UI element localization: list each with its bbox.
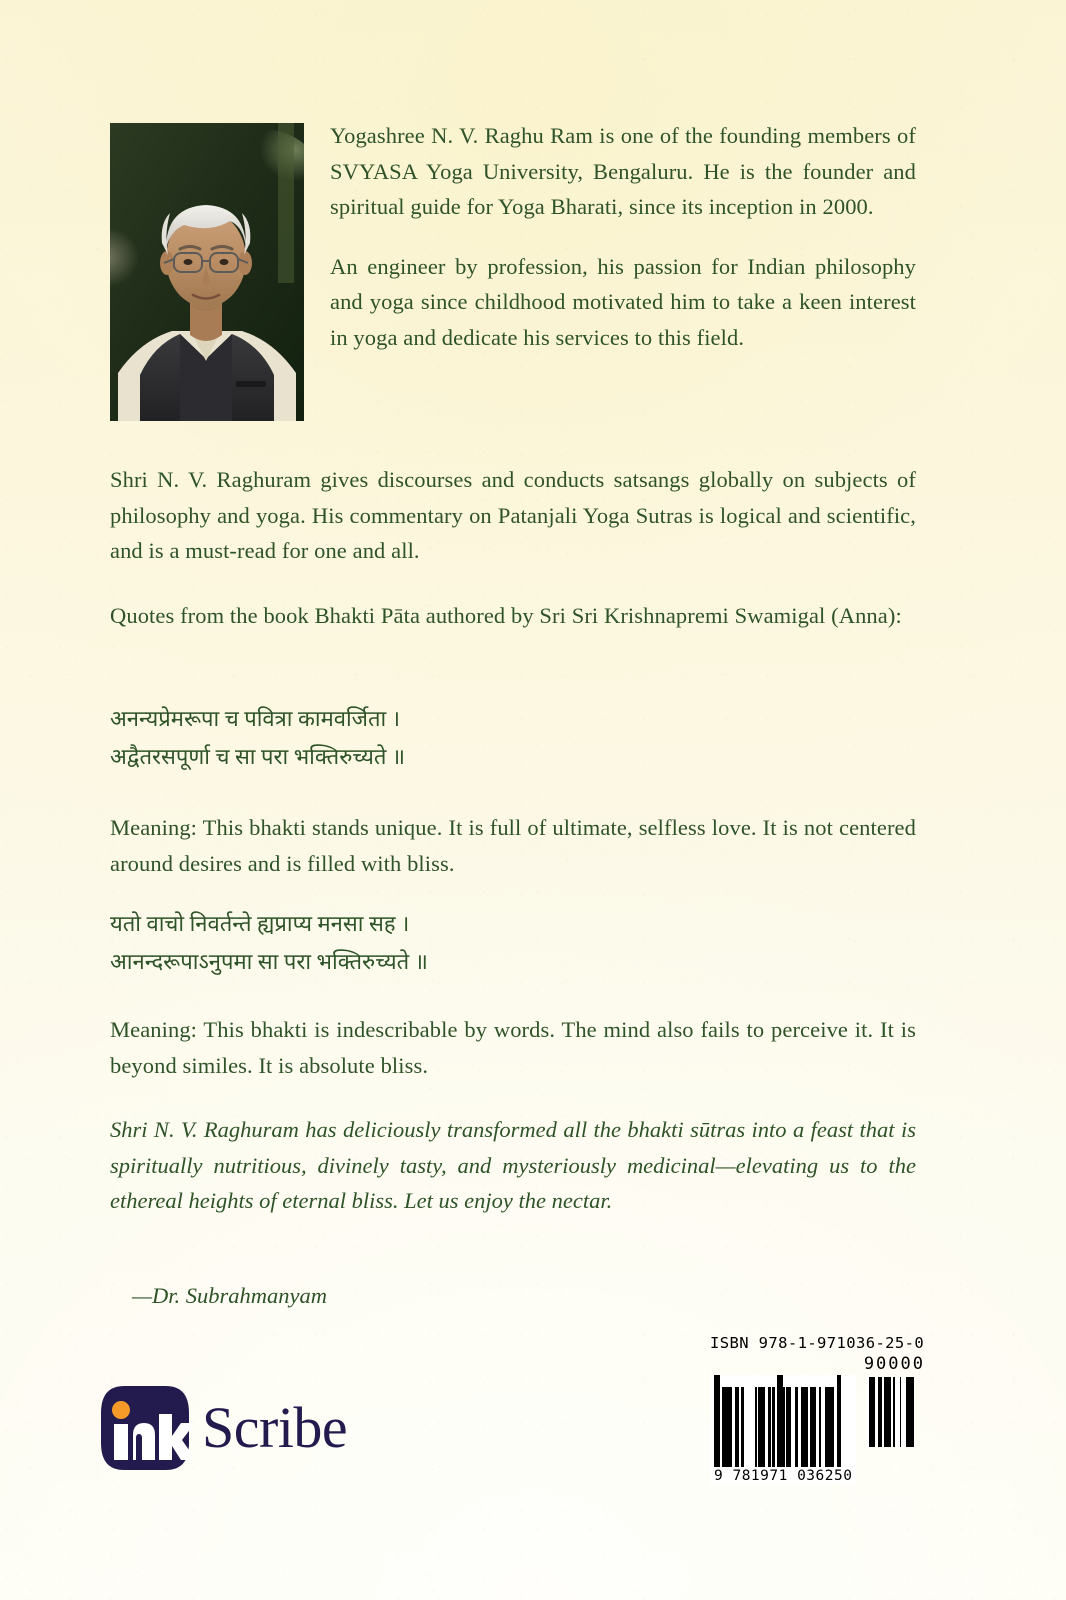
ean13-bars — [714, 1375, 852, 1467]
verse-1-meaning-block — [110, 810, 916, 881]
publisher-name: Scribe — [202, 1395, 348, 1460]
author-photo — [110, 123, 304, 421]
verse-1-line-2: अद्वैतरसपूर्णा च सा परा भक्तिरुच्यते ॥ — [110, 744, 406, 769]
sanskrit-verse-2 — [110, 905, 916, 981]
publisher-logo — [97, 1382, 347, 1474]
ink-logo-icon — [97, 1382, 193, 1474]
bio-paragraph-3-block — [110, 462, 916, 569]
testimonial-attribution: —Dr. Subrahmanyam — [132, 1283, 328, 1308]
verse-1-line-1: अनन्यप्रेमरूपा च पवित्रा कामवर्जिता । — [110, 706, 401, 731]
bio-paragraph-2: An engineer by profession, his passion for Indian philosophy and yoga since childhood motivated him to take a keen interest in yoga and dedicate his services to this field. — [330, 253, 916, 350]
quotes-intro: Quotes from the book Bhakti Pāta authored by Sri Sri Krishnapremi Swamigal (Anna): — [110, 603, 902, 628]
testimonial-text: Shri N. V. Raghuram has deliciously transformed all the bhakti sūtras into a feast that is spiritually nutritious, divinely tasty, and mysteriously medicinal—elevating us to the ethereal heights of eternal bliss. Let us enjoy the nectar. — [110, 1117, 916, 1214]
verse-2-meaning-block — [110, 1012, 916, 1083]
isbn-text: ISBN 978-1-971036-25-0 — [710, 1334, 925, 1352]
verse-1-meaning: Meaning: This bhakti stands unique. It is full of ultimate, selfless love. It is not centered around desires and is filled with bliss. — [110, 815, 916, 876]
verse-2-line-1: यतो वाचो निवर्तन्ते ह्यप्राप्य मनसा सह । — [110, 911, 410, 936]
bio-section — [110, 118, 916, 427]
ean13-barcode — [710, 1375, 856, 1484]
verse-2-line-2: आनन्दरूपाऽनुपमा सा परा भक्तिरुच्यते ॥ — [110, 949, 428, 974]
barcode-block — [710, 1334, 925, 1484]
sanskrit-verse-1 — [110, 700, 916, 776]
verse-2-meaning: Meaning: This bhakti is indescribable by words. The mind also fails to perceive it. It is beyond similes. It is absolute bliss. — [110, 1017, 916, 1078]
bio-paragraph-1: Yogashree N. V. Raghu Ram is one of the founding members of SVYASA Yoga University, Bengaluru. He is the founder and spiritual guide for Yoga Bharati, since its inception in 2000. — [330, 123, 916, 220]
barcode-bars-row — [710, 1375, 925, 1484]
quotes-intro-block — [110, 598, 916, 634]
bio-paragraph-3: Shri N. V. Raghuram gives discourses and conducts satsangs globally on subjects of philosophy and yoga. His commentary on Patanjali Yoga Sutras is logical and scientific, and is a must-read for one and all. — [110, 467, 916, 564]
ean5-addon-bars — [866, 1377, 914, 1449]
barcode-addon-label: 90000 — [863, 1354, 925, 1374]
barcode-digits: 9 781971 036250 — [714, 1468, 853, 1484]
